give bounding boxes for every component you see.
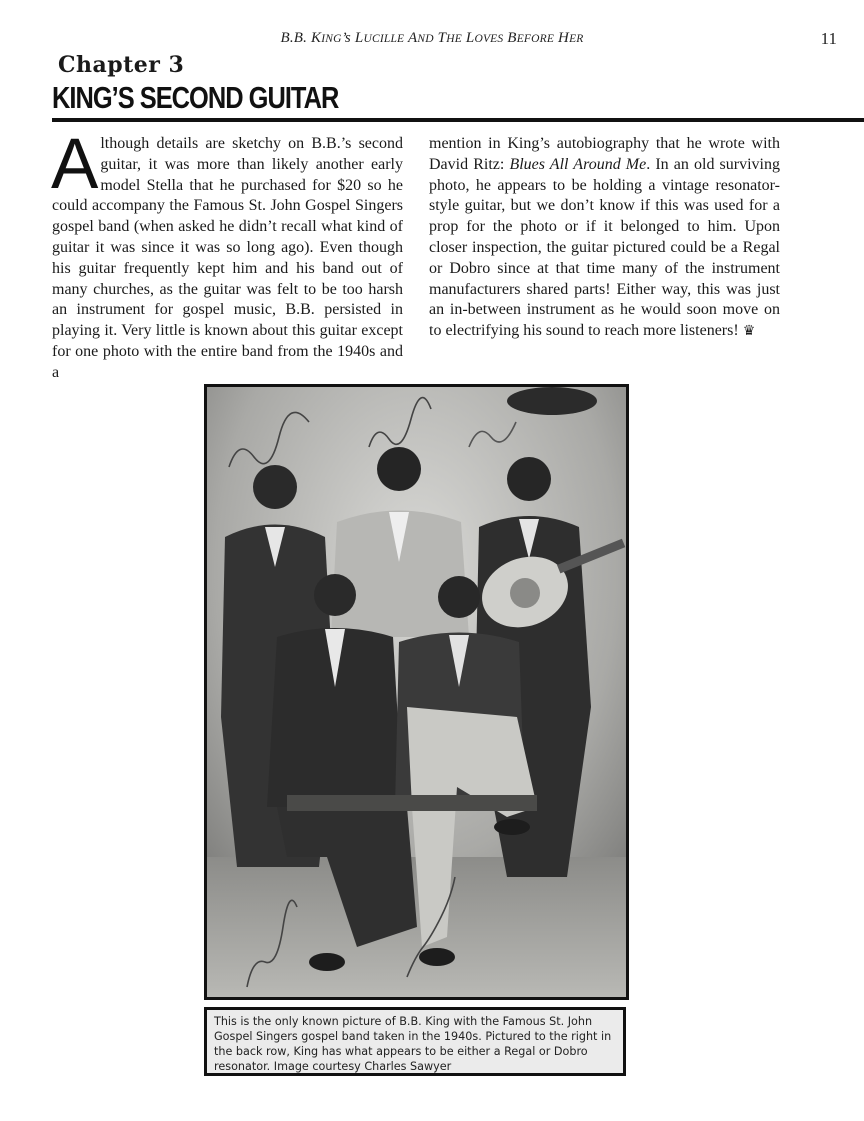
band-photo	[204, 384, 629, 1000]
running-head-segment: T	[433, 30, 447, 46]
page-number: 11	[820, 29, 837, 48]
running-head-segment: UCILLE	[363, 33, 405, 45]
chapter-title: KING’S SECOND GUITAR	[52, 80, 339, 115]
running-head-segment: L	[461, 30, 475, 46]
body-column-left	[51, 125, 403, 384]
running-head-segment: B	[503, 30, 517, 46]
body-paragraph-start	[51, 125, 403, 384]
body-paragraph-continued	[429, 134, 780, 343]
body-text-right-2: . In an old surviving photo, he appears to be holding a vintage resonator-style guitar, but we don’t know if this was used for a prop for the photo or if it belonged to him. Upon closer inspection, the guitar pictured could be a Regal or Dobro since at that time many of the instrument manufacturers shared parts! Either way, this was just an in-between instrument as he would soon move on to electrifying his sound to reach more listeners!	[429, 155, 780, 340]
running-head-segment: EFORE	[516, 33, 555, 45]
running-head-segment: H	[554, 30, 570, 46]
running-head-segment: ’s L	[341, 30, 364, 46]
drop-cap: A	[51, 125, 99, 204]
running-head	[0, 30, 864, 47]
body-text-left: lthough details are sketchy on B.B.’s second guitar, it was more than likely another early model Stella that he purchased for $20 so he could accompany the Famous St. John Gospel Singers gospel band (when asked he didn’t recall what kind of guitar it was since it was so long ago). Even though his guitar frequently kept him and his band out of many churches, as the guitar was felt to be too harsh an instrument for gospel music, B.B. persisted in playing it. Very little is known about this guitar except for one photo with the entire band from the 1940s and a	[52, 135, 403, 381]
photo-caption: This is the only known picture of B.B. King with the Famous St. John Gospel Singers gospel band taken in the 1940s. Pictured to the right in the back row, King has what appears to be either a Regal or Dobro resonator. Image courtesy Charles Sawyer	[204, 1007, 626, 1076]
running-head-segment: ING	[321, 33, 342, 45]
body-column-right	[429, 134, 780, 343]
band-photo-illustration	[207, 387, 626, 997]
running-head-segment: ER	[569, 33, 584, 45]
crown-icon: ♛	[742, 324, 756, 340]
book-title: Blues All Around Me	[509, 155, 647, 173]
running-head-segment: ND	[417, 33, 434, 45]
body-text-right-1: mention in King’s autobiography that he wrote with David Ritz:	[429, 135, 780, 173]
title-rule	[52, 118, 864, 122]
running-head-segment: OVES	[474, 33, 504, 45]
chapter-label: Chapter 3	[58, 52, 185, 78]
running-head-segment: A	[404, 30, 418, 46]
running-head-segment: B.B. K	[280, 30, 322, 46]
running-head-segment: HE	[446, 33, 462, 45]
